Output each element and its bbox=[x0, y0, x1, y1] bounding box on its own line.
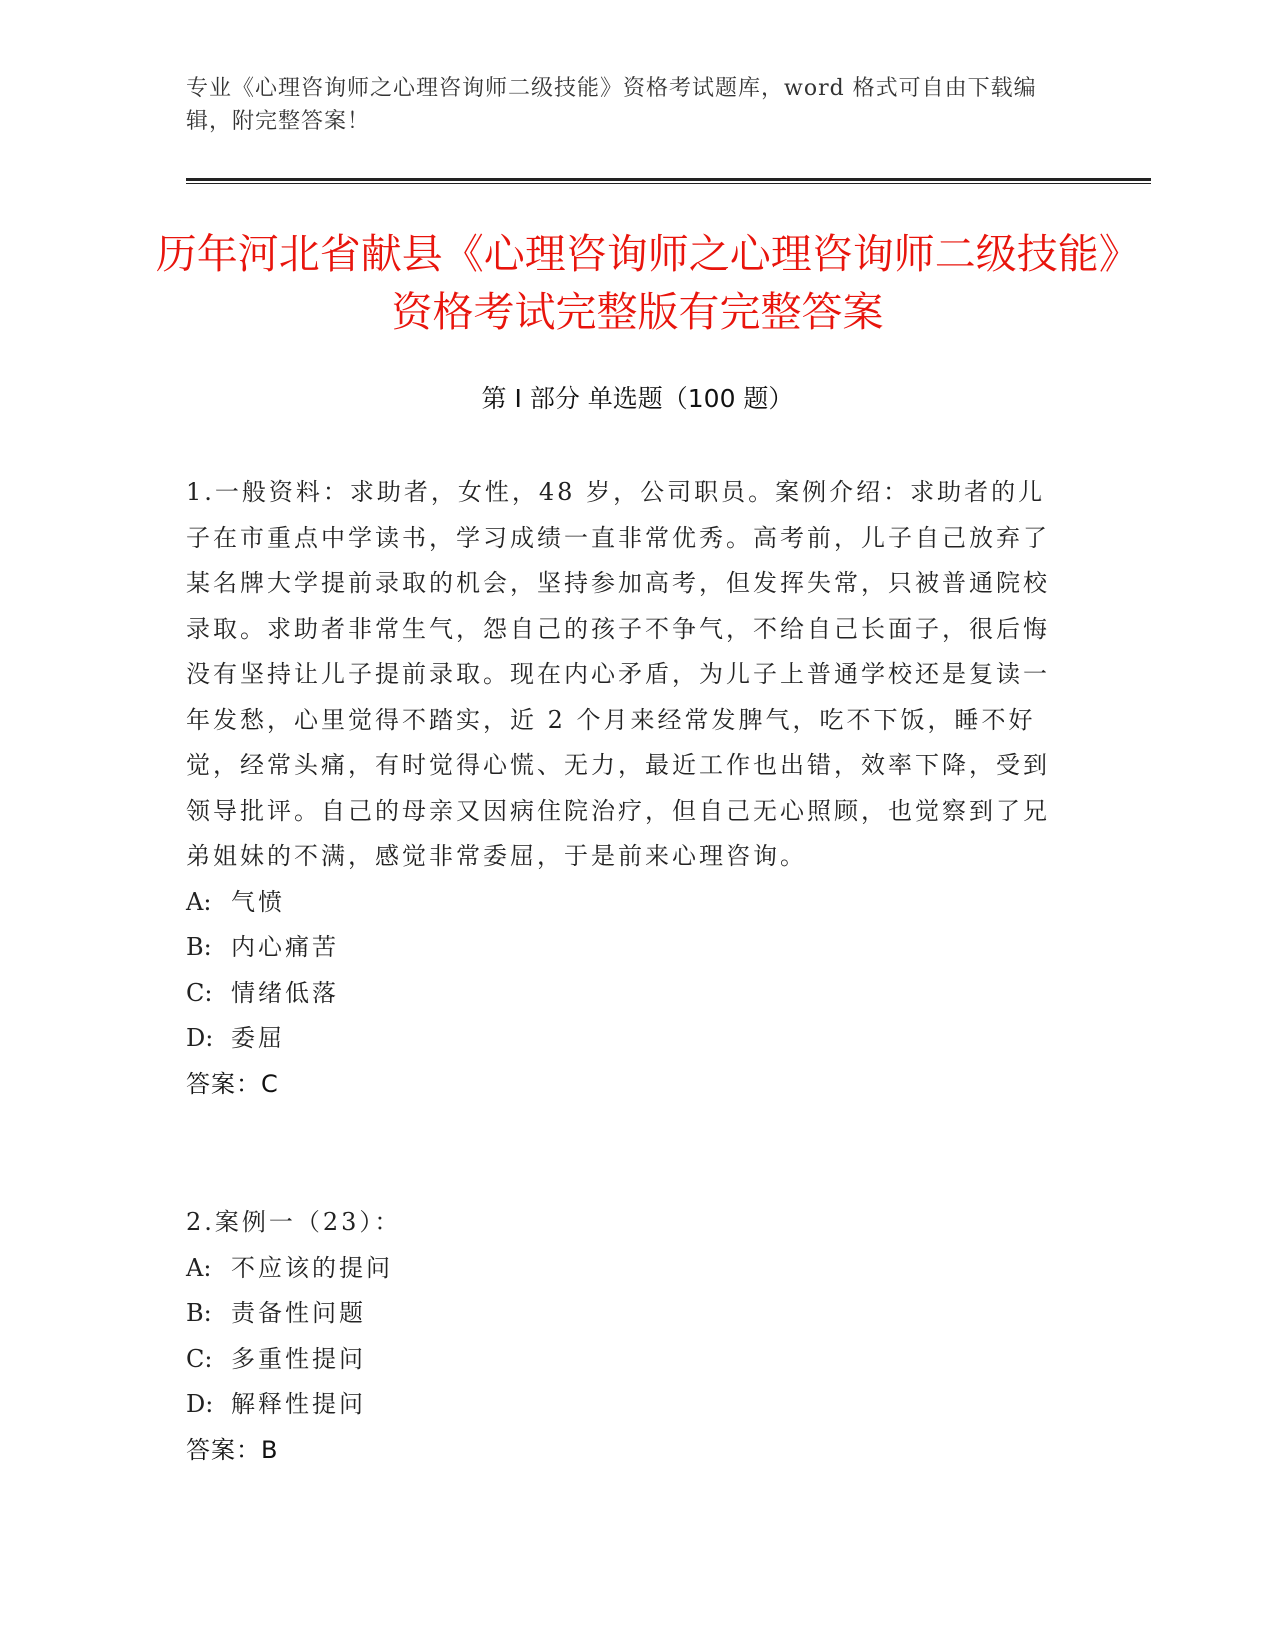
option-text: 不应该的提问 bbox=[231, 1253, 393, 1282]
option-d bbox=[186, 1382, 1066, 1428]
option-text: 责备性问题 bbox=[231, 1299, 366, 1327]
header-note: 专业《心理咨询师之心理咨询师二级技能》资格考试题库，word 格式可自由下载编辑，附完整答案！ bbox=[186, 76, 1037, 134]
header-divider-thick bbox=[186, 178, 1151, 181]
option-text: 情绪低落 bbox=[231, 978, 339, 1007]
option-text: 多重性提问 bbox=[231, 1344, 366, 1373]
option-c bbox=[186, 971, 1066, 1017]
option-key: D: bbox=[186, 1024, 214, 1052]
question-stem: 1.一般资料：求助者，女性，48 岁，公司职员。案例介绍：求助者的儿子在市重点中学读书，学习成绩一直非常优秀。高考前，儿子自己放弃了某名牌大学提前录取的机会，坚持参加高考，但发挥失常，只被普通院校录取。求助者非常生气，怨自己的孩子不争气，不给自己长面子，很后悔没有坚持让儿子提前录取。现在内心矛盾，为儿子上普通学校还是复读一年发愁，心里觉得不踏实，近 2 个月来经常发脾气，吃不下饭，睡不好觉，经常头痛，有时觉得心慌、无力，最近工作也出错，效率下降，受到领导批评。自己的母亲又因病住院治疗，但自己无心照顾，也觉察到了兄弟姐妹的不满，感觉非常委屈，于是前来心理咨询。 bbox=[186, 478, 1050, 870]
option-c bbox=[186, 1337, 1066, 1383]
question-1 bbox=[186, 470, 1066, 1107]
option-text: 内心痛苦 bbox=[231, 933, 339, 961]
option-key: A: bbox=[186, 887, 212, 916]
option-text: 委屈 bbox=[231, 1024, 285, 1052]
section-heading: 第 I 部分 单选题（100 题） bbox=[481, 384, 794, 413]
option-d bbox=[186, 1016, 1066, 1062]
question-stem: 2.案例一（23）： bbox=[186, 1208, 402, 1236]
option-a bbox=[186, 1246, 1066, 1292]
option-key: B: bbox=[186, 1299, 212, 1327]
option-text: 解释性提问 bbox=[231, 1390, 366, 1418]
option-a bbox=[186, 880, 1066, 926]
option-key: C: bbox=[186, 1344, 213, 1373]
option-b bbox=[186, 925, 1066, 971]
option-key: C: bbox=[186, 978, 213, 1007]
question-2 bbox=[186, 1200, 1066, 1473]
option-text: 气愤 bbox=[231, 887, 285, 916]
document-title: 历年河北省献县《心理咨询师之心理咨询师二级技能》资格考试完整版有完整答案 bbox=[155, 230, 1120, 336]
option-key: B: bbox=[186, 933, 212, 961]
option-b bbox=[186, 1291, 1066, 1337]
answer-line: 答案：B bbox=[186, 1435, 279, 1464]
answer-line: 答案：C bbox=[186, 1069, 279, 1098]
option-key: D: bbox=[186, 1390, 214, 1418]
option-key: A: bbox=[186, 1253, 212, 1282]
header-divider-thin bbox=[186, 183, 1151, 184]
